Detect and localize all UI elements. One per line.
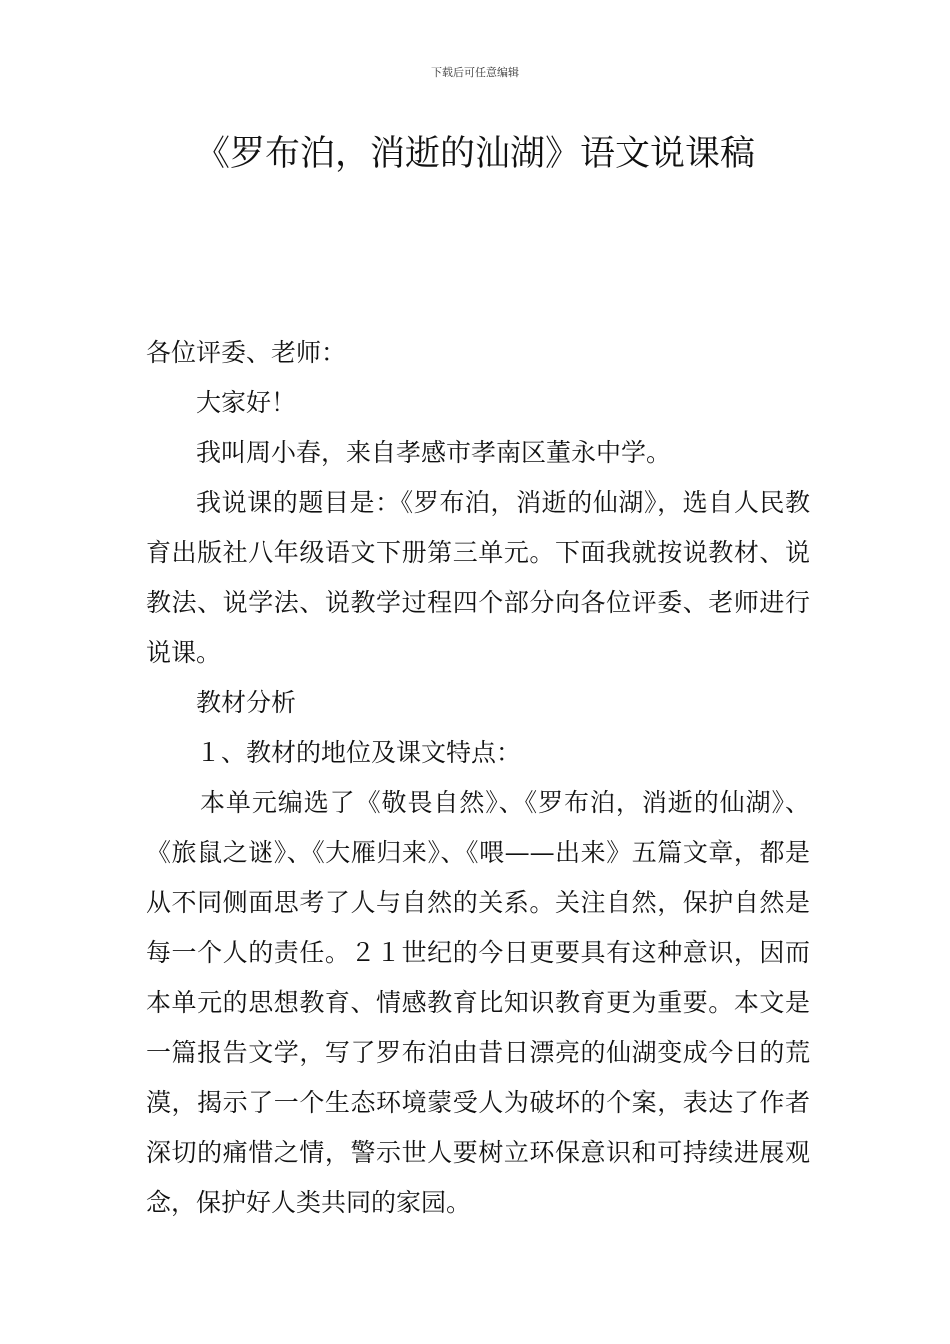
subheading: １、教材的地位及课文特点： — [196, 738, 522, 767]
greeting-paragraph: 大家好！ — [196, 388, 297, 417]
header-note: 下载后可任意编辑 — [431, 66, 519, 79]
section-heading: 教材分析 — [196, 688, 297, 717]
document-title: 《罗布泊，消逝的汕湖》语文说课稿 — [194, 134, 755, 174]
document-body — [146, 328, 810, 1228]
topic-paragraph: 我说课的题目是：《罗布泊，消逝的仙湖》，选自人民教育出版社八年级语文下册第三单元。下面我就按说教材、说教法、说学法、说教学过程四个部分向各位评委、老师进行说课。 — [146, 488, 810, 667]
intro-paragraph: 我叫周小春，来自孝感市孝南区董永中学。 — [196, 438, 672, 467]
content-paragraph: 本单元编选了《敬畏自然》、《罗布泊，消逝的仙湖》、《旅鼠之谜》、《大雁归来》、《喂——出来》五篇文章，都是从不同侧面思考了人与自然的关系。关注自然，保护自然是每一个人的责任。２１世纪的今日更要具有这种意识，因而本单元的思想教育、情感教育比知识教育更为重要。本文是一篇报告文学，写了罗布泊由昔日漂亮的仙湖变成今日的荒漠，揭示了一个生态环境蒙受人为破坏的个案，表达了作者深切的痛惜之情，警示世人要树立环保意识和可持续进展观念，保护好人类共同的家园。 — [146, 788, 810, 1217]
salutation-paragraph: 各位评委、老师： — [146, 338, 347, 367]
